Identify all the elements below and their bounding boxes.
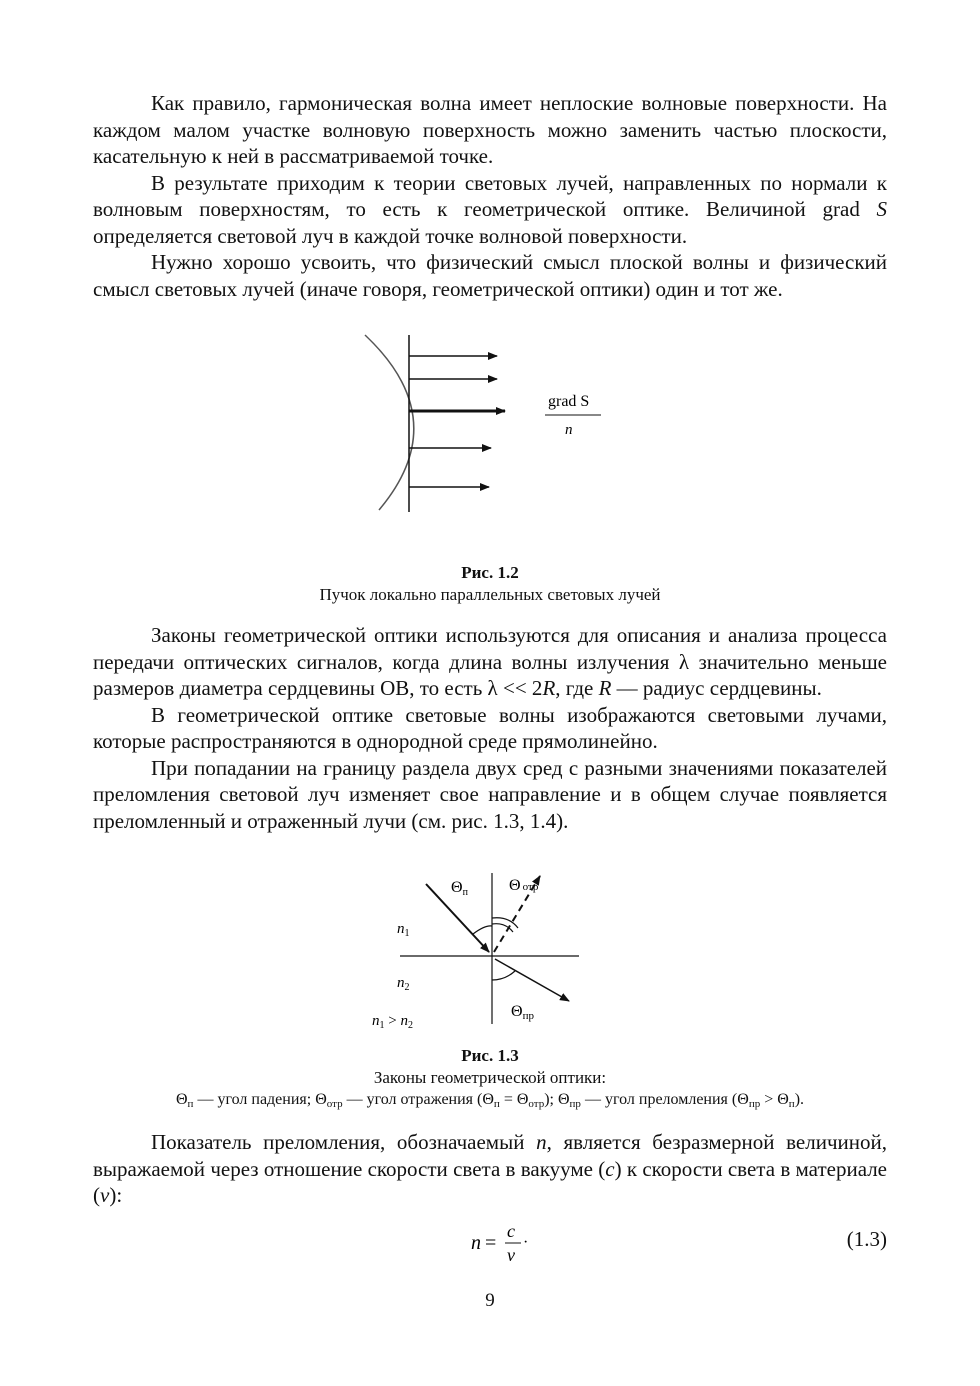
formula-eq: = [485,1231,497,1254]
refraction-angle-arc [492,971,515,980]
paragraph-physical-meaning: Нужно хорошо усвоить, что физический смысл плоской волны и физический смысл световых лучей (иначе говоря, геометрической оптики) один и тот же. [93,250,887,301]
figure-1-3-title: Рис. 1.3 [461,1046,519,1065]
formula-svg [465,1217,545,1267]
formula-lhs: n [471,1231,481,1254]
wavefront-arc [365,335,414,510]
paragraph-light-rays-text: В результате приходим к теории световых лучей, направленных по нормали к волновым поверхностям, то есть к геометрической оптике. Величиной [93,170,887,221]
figure-1-3 [93,870,887,1045]
n-label: n [565,422,573,438]
n2-label: $n_2$ [397,975,410,993]
n1-gt-n2-label: $n_1 > n_2$ [372,1013,413,1031]
pb-text-b: , является безразмерной величиной, выражаемой через отношение скорости света в вакууме ( [93,1130,887,1181]
theta-reflection-label: Θ отр [509,877,539,894]
formula-numerator: c [507,1220,515,1241]
s-symbol: S [876,197,888,221]
figure-1-2-diagram [93,332,887,562]
incidence-angle-arc [473,926,492,934]
grad-s-label: grad S [548,393,590,410]
formula-number: (1.3) [846,1226,887,1251]
v-symbol: v [100,1183,110,1207]
page [93,90,887,1267]
theta-incidence-label: Θп [451,879,468,898]
paragraph-refractive-index [93,1129,887,1209]
p1-text-b: , где [555,676,599,700]
pb-text-a: Показатель преломления, обозначаемый [151,1130,537,1154]
figure-1-3-diagram [93,870,887,1045]
page-number: 9 [485,1290,495,1311]
figure-1-2-caption: Пучок локально параллельных световых лучей [319,585,661,604]
refracted-ray [495,959,569,1001]
figure-1-3-legend: $\Theta_п$ — угол падения; $\Theta_{отр}$ — угол отражения $(\Theta_п = \Theta_{отр})$; $\Theta_{пр}$ — угол преломления $(\Theta_{пр} > \Theta_п)$. [175,1091,805,1110]
figure-1-2 [93,332,887,562]
paragraph-light-waves: В геометрической оптике световые волны изображаются световыми лучами, которые распространяются в однородной среде прямолинейно. [93,702,887,753]
pb-text-d: ) к скорости света в материале ( [93,1156,888,1207]
paragraph-geometric-optics-laws [93,622,887,702]
p1-text-c: — радиус сердцевины. [611,676,822,700]
n-symbol: n [536,1130,547,1154]
formula-1-3 [93,1217,887,1267]
r-symbol-2: R [598,676,612,700]
paragraph-refraction: При попадании на границу раздела двух сред с разными значениями показателей преломления световой луч изменяет свое направление и в общем случае появляется преломленный и отраженный лучи (см. рис. 1.3, 1.4). [93,755,887,833]
figure-1-2-title: Рис. 1.2 [461,563,519,582]
theta-refraction-label: Θпр [511,1003,534,1022]
pb-text-e: ): [109,1183,123,1207]
figure-1-3-caption: Законы геометрической оптики: [373,1068,607,1087]
r-symbol: R [542,676,556,700]
paragraph-wave-surfaces: Как правило, гармоническая волна имеет неплоские волновые поверхности. На каждом малом участке волновую поверхность можно заменить частью плоскости, касательную к ней в рассматриваемой точке. [93,91,887,168]
formula-denominator: v [507,1244,515,1265]
formula-dot: · [523,1233,529,1251]
n1-label: $n_1$ [397,921,410,939]
c-symbol: c [605,1156,615,1181]
paragraph-light-rays-tail: определяется световой луч в каждой точке волновой поверхности. [93,223,688,248]
p1-text-a: Законы геометрической оптики используются для описания и анализа процесса передачи оптических сигналов, когда длина волны излучения λ значительно меньше размеров диаметра сердцевины ОВ, то есть λ << 2 [93,623,887,700]
paragraph-light-rays [93,170,887,250]
grad-text: grad [822,197,877,221]
reflection-angle-arc [492,924,513,932]
